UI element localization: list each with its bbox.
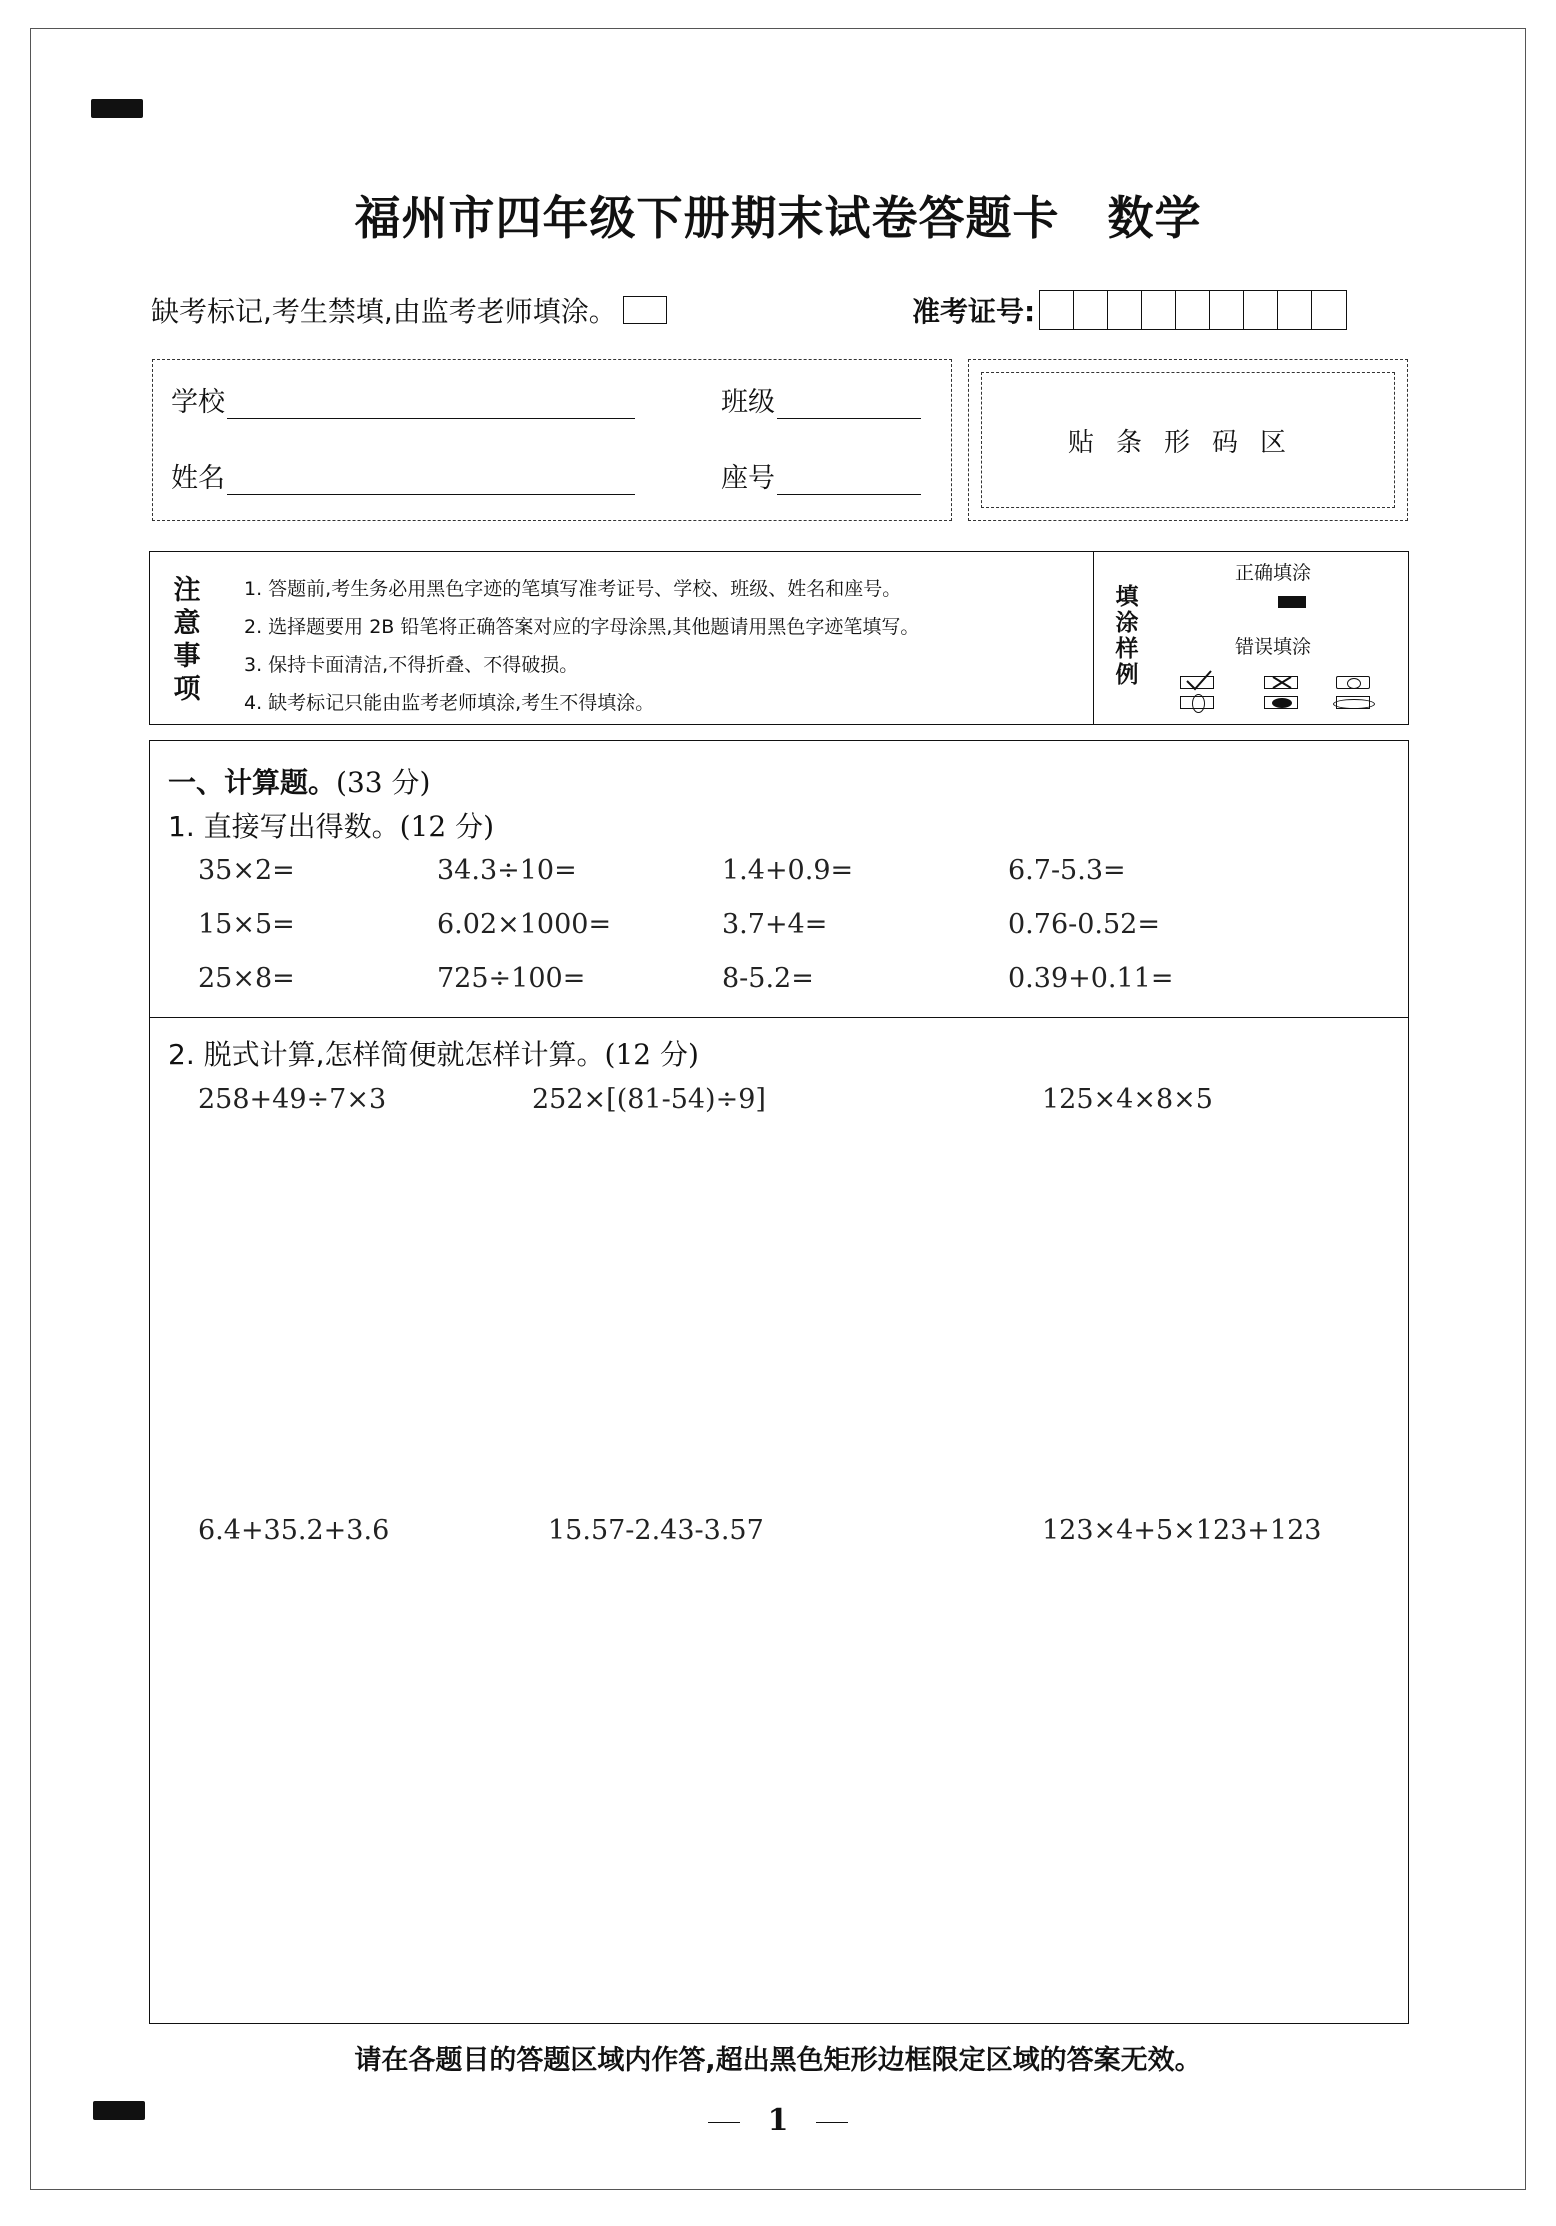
class-input-line[interactable] xyxy=(777,388,921,419)
exam-number-cell[interactable] xyxy=(1210,291,1244,329)
page-dash-left xyxy=(708,2122,740,2123)
notes-list xyxy=(244,570,919,722)
name-input-line[interactable] xyxy=(227,464,635,495)
title-text: 福州市四年级下册期末试卷答题卡 xyxy=(354,191,1060,245)
exam-number-cell[interactable] xyxy=(1040,291,1074,329)
exam-number-cells[interactable] xyxy=(1039,290,1347,330)
absent-mark-row xyxy=(151,290,667,330)
correct-fill-label: 正确填涂 xyxy=(1235,562,1312,584)
q1-expression: 35×2= xyxy=(198,855,295,886)
school-input-line[interactable] xyxy=(227,388,635,419)
exam-number-cell[interactable] xyxy=(1244,291,1278,329)
q1-expression: 6.7-5.3= xyxy=(1008,855,1126,886)
wrong-mark-wide-oval-icon xyxy=(1336,696,1370,709)
notes-heading-char: 项 xyxy=(173,674,201,705)
section-points: (33 分) xyxy=(336,766,431,799)
absent-mark-label: 缺考标记,考生禁填,由监考老师填涂。 xyxy=(151,295,617,328)
q2-expression: 15.57-2.43-3.57 xyxy=(548,1515,764,1546)
fill-sample-heading xyxy=(1114,584,1140,688)
wrong-mark-blob-icon xyxy=(1264,696,1298,709)
exam-number-cell[interactable] xyxy=(1074,291,1108,329)
section-title-text: 一、计算题。 xyxy=(168,766,337,799)
exam-number-cell[interactable] xyxy=(1142,291,1176,329)
student-info-box xyxy=(152,359,952,521)
school-label: 学校 xyxy=(171,387,225,418)
wrong-mark-oval-icon xyxy=(1180,696,1214,709)
name-label: 姓名 xyxy=(171,463,225,494)
answer-area[interactable] xyxy=(149,740,1409,2024)
wrong-fill-label: 错误填涂 xyxy=(1235,636,1312,658)
q1-expression: 34.3÷10= xyxy=(437,855,577,886)
wrong-mark-cross-icon xyxy=(1264,676,1298,689)
correct-fill-mark xyxy=(1278,596,1306,608)
q2-title xyxy=(168,1033,699,1073)
q1-expression: 1.4+0.9= xyxy=(722,855,854,886)
q2-expression: 123×4+5×123+123 xyxy=(1042,1515,1322,1546)
notes-heading-char: 意 xyxy=(173,608,201,639)
q2-points: (12 分) xyxy=(604,1038,699,1071)
barcode-label: 贴条形码区 xyxy=(981,372,1395,508)
q2-expression: 258+49÷7×3 xyxy=(198,1084,387,1115)
barcode-area xyxy=(968,359,1408,521)
q1-expression: 0.76-0.52= xyxy=(1008,909,1160,940)
page-number-text: 1 xyxy=(767,2103,789,2138)
sample-heading-char: 填 xyxy=(1115,584,1139,610)
seat-label: 座号 xyxy=(721,463,775,494)
exam-number-cell[interactable] xyxy=(1108,291,1142,329)
note-item: 1. 答题前,考生务必用黑色字迹的笔填写准考证号、学校、班级、姓名和座号。 xyxy=(244,578,902,600)
q1-expression: 8-5.2= xyxy=(722,963,814,994)
exam-number-cell[interactable] xyxy=(1176,291,1210,329)
q1-expression: 6.02×1000= xyxy=(437,909,612,940)
footer-note: 请在各题目的答题区域内作答,超出黑色矩形边框限定区域的答案无效。 xyxy=(354,2045,1202,2076)
wrong-mark-circle-icon xyxy=(1336,676,1370,689)
q1-title xyxy=(168,805,494,845)
q1-points: (12 分) xyxy=(399,810,495,843)
seat-field xyxy=(721,456,921,495)
note-item: 4. 缺考标记只能由监考老师填涂,考生不得填涂。 xyxy=(244,692,655,714)
sample-heading-char: 涂 xyxy=(1115,610,1139,636)
alignment-marker-top xyxy=(91,99,143,118)
notes-box xyxy=(149,551,1409,725)
q1-expression: 0.39+0.11= xyxy=(1008,963,1174,994)
q1-title-text: 1. 直接写出得数。 xyxy=(168,810,400,843)
q1-expression: 15×5= xyxy=(198,909,295,940)
title-subject: 数学 xyxy=(1107,191,1202,245)
note-item: 3. 保持卡面清洁,不得折叠、不得破损。 xyxy=(244,654,579,676)
q1-expression: 3.7+4= xyxy=(722,909,828,940)
exam-number-cell[interactable] xyxy=(1312,291,1346,329)
sample-heading-char: 样 xyxy=(1115,636,1139,662)
q2-expression: 252×[(81-54)÷9] xyxy=(532,1084,766,1115)
wrong-mark-check-icon xyxy=(1180,676,1214,689)
sample-heading-char: 例 xyxy=(1115,662,1139,688)
absent-mark-box[interactable] xyxy=(623,296,667,324)
school-field xyxy=(171,380,635,419)
page-title xyxy=(0,182,1556,248)
question-separator xyxy=(150,1017,1408,1018)
note-item: 2. 选择题要用 2B 铅笔将正确答案对应的字母涂黑,其他题请用黑色字迹笔填写。 xyxy=(244,616,920,638)
notes-divider xyxy=(1093,552,1094,724)
q2-expression: 6.4+35.2+3.6 xyxy=(198,1515,390,1546)
section-title xyxy=(168,761,430,801)
q2-expression: 125×4×8×5 xyxy=(1042,1084,1213,1115)
q1-expression: 25×8= xyxy=(198,963,295,994)
exam-number-cell[interactable] xyxy=(1278,291,1312,329)
name-field xyxy=(171,456,635,495)
notes-heading-char: 事 xyxy=(173,641,201,672)
page-number xyxy=(0,2103,1556,2138)
seat-input-line[interactable] xyxy=(777,464,921,495)
q1-expression: 725÷100= xyxy=(437,963,586,994)
q2-title-text: 2. 脱式计算,怎样简便就怎样计算。 xyxy=(168,1038,605,1071)
class-label: 班级 xyxy=(721,387,775,418)
exam-number-label: 准考证号: xyxy=(912,295,1036,328)
exam-number-field xyxy=(912,290,1347,330)
notes-heading xyxy=(172,574,202,706)
page-dash-right xyxy=(816,2122,848,2123)
notes-heading-char: 注 xyxy=(173,575,201,606)
class-field xyxy=(721,380,921,419)
